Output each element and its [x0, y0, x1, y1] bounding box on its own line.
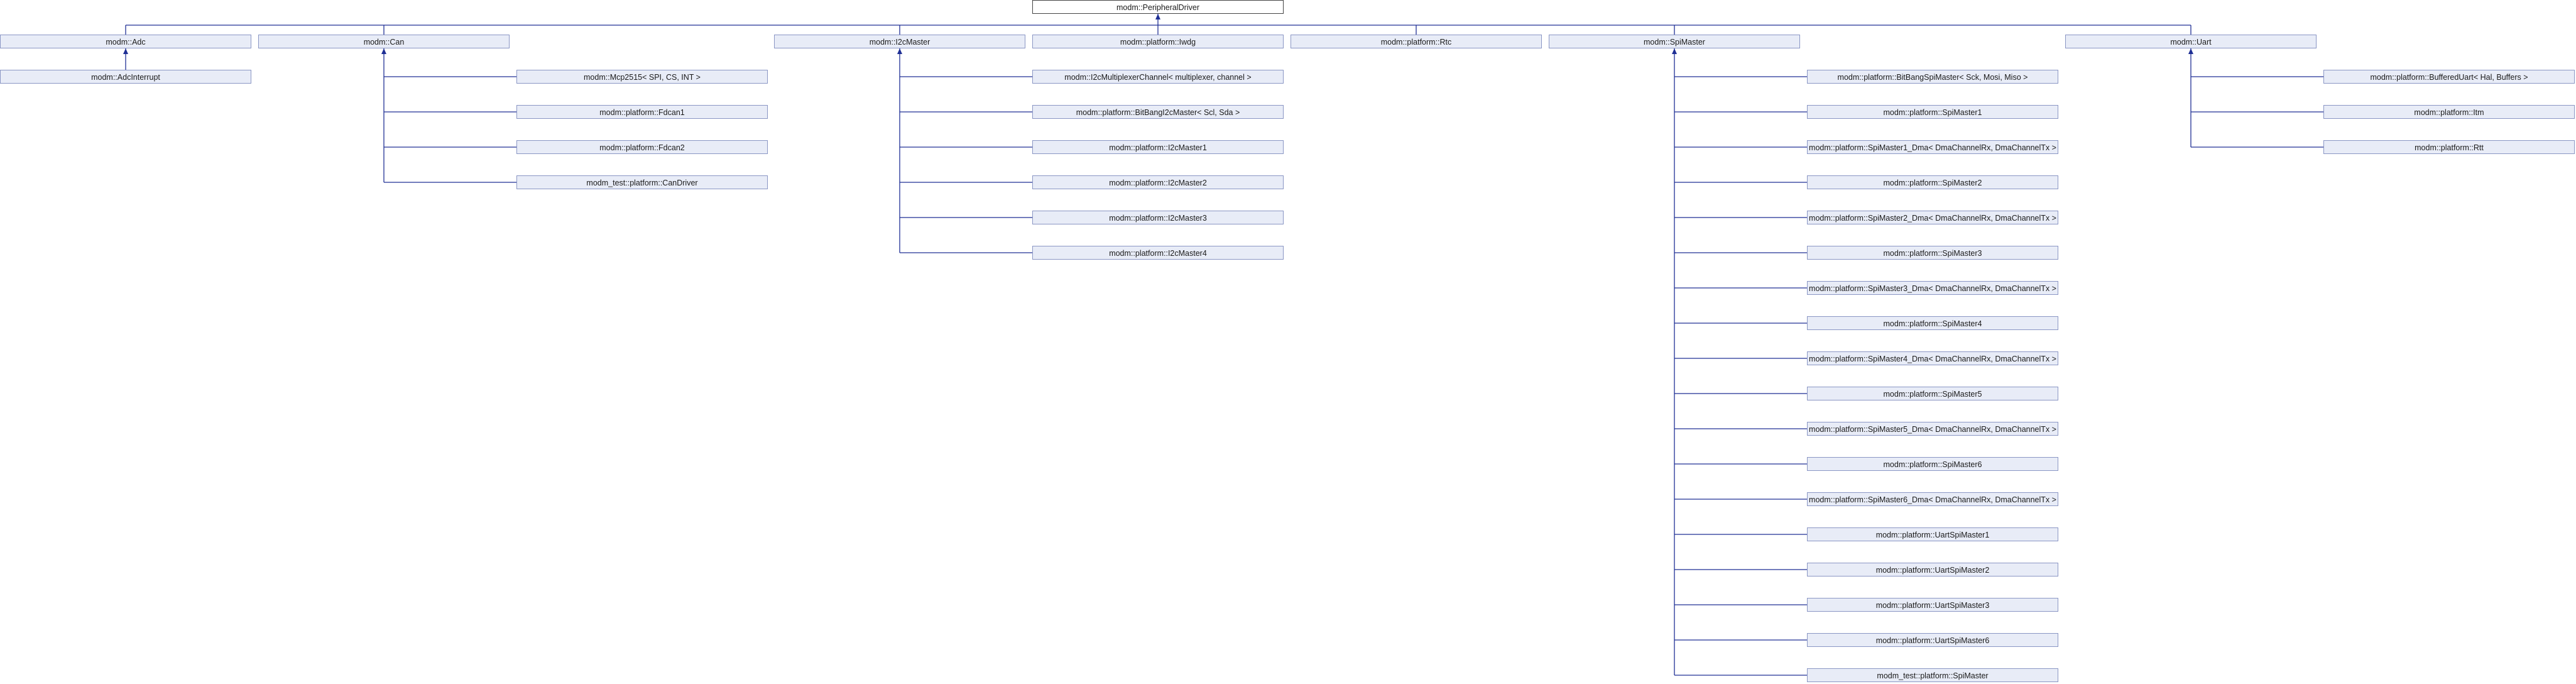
class-node-modm-platform-bitbangi2cmaster-scl-sda[interactable]: modm::platform::BitBangI2cMaster< Scl, Sda > [1032, 105, 1284, 119]
class-node-modm-i2cmultiplexerchannel-multiplexer-channel[interactable]: modm::I2cMultiplexerChannel< multiplexer, channel > [1032, 70, 1284, 84]
class-node-peripheral-driver[interactable]: modm::PeripheralDriver [1032, 0, 1284, 14]
class-node-modm-test-platform-spimaster[interactable]: modm_test::platform::SpiMaster [1807, 668, 2058, 682]
class-node-modm-test-platform-candriver[interactable]: modm_test::platform::CanDriver [516, 175, 768, 189]
class-node-modm-platform-spimaster3-dma-dmachannelrx-dmachanneltx[interactable]: modm::platform::SpiMaster3_Dma< DmaChannelRx, DmaChannelTx > [1807, 281, 2058, 295]
class-node-modm-platform-buffereduart-hal-buffers[interactable]: modm::platform::BufferedUart< Hal, Buffers > [2323, 70, 2575, 84]
class-node-modm-platform-fdcan2[interactable]: modm::platform::Fdcan2 [516, 140, 768, 154]
class-node-modm-can[interactable]: modm::Can [258, 35, 510, 48]
class-node-modm-platform-bitbangspimaster-sck-mosi-miso[interactable]: modm::platform::BitBangSpiMaster< Sck, Mosi, Miso > [1807, 70, 2058, 84]
class-node-modm-adcinterrupt[interactable]: modm::AdcInterrupt [0, 70, 251, 84]
class-node-modm-platform-iwdg[interactable]: modm::platform::Iwdg [1032, 35, 1284, 48]
class-node-modm-adc[interactable]: modm::Adc [0, 35, 251, 48]
class-node-modm-platform-i2cmaster4[interactable]: modm::platform::I2cMaster4 [1032, 246, 1284, 260]
class-node-modm-platform-i2cmaster3[interactable]: modm::platform::I2cMaster3 [1032, 211, 1284, 224]
class-node-modm-platform-spimaster6[interactable]: modm::platform::SpiMaster6 [1807, 457, 2058, 471]
class-node-modm-platform-spimaster4[interactable]: modm::platform::SpiMaster4 [1807, 316, 2058, 330]
class-node-modm-platform-spimaster4-dma-dmachannelrx-dmachanneltx[interactable]: modm::platform::SpiMaster4_Dma< DmaChannelRx, DmaChannelTx > [1807, 351, 2058, 365]
class-node-modm-platform-spimaster1[interactable]: modm::platform::SpiMaster1 [1807, 105, 2058, 119]
class-node-modm-platform-spimaster6-dma-dmachannelrx-dmachanneltx[interactable]: modm::platform::SpiMaster6_Dma< DmaChannelRx, DmaChannelTx > [1807, 492, 2058, 506]
class-node-modm-platform-spimaster5[interactable]: modm::platform::SpiMaster5 [1807, 387, 2058, 400]
class-node-modm-platform-spimaster2[interactable]: modm::platform::SpiMaster2 [1807, 175, 2058, 189]
class-node-modm-platform-rtc[interactable]: modm::platform::Rtc [1291, 35, 1542, 48]
class-node-modm-mcp2515-spi-cs-int[interactable]: modm::Mcp2515< SPI, CS, INT > [516, 70, 768, 84]
class-node-modm-platform-rtt[interactable]: modm::platform::Rtt [2323, 140, 2575, 154]
class-node-modm-uart[interactable]: modm::Uart [2065, 35, 2317, 48]
class-node-modm-platform-uartspimaster3[interactable]: modm::platform::UartSpiMaster3 [1807, 598, 2058, 612]
class-node-modm-platform-spimaster5-dma-dmachannelrx-dmachanneltx[interactable]: modm::platform::SpiMaster5_Dma< DmaChannelRx, DmaChannelTx > [1807, 422, 2058, 436]
class-node-modm-platform-spimaster3[interactable]: modm::platform::SpiMaster3 [1807, 246, 2058, 260]
class-node-modm-platform-i2cmaster1[interactable]: modm::platform::I2cMaster1 [1032, 140, 1284, 154]
class-node-modm-platform-i2cmaster2[interactable]: modm::platform::I2cMaster2 [1032, 175, 1284, 189]
class-node-modm-i2cmaster[interactable]: modm::I2cMaster [774, 35, 1025, 48]
class-node-modm-platform-uartspimaster6[interactable]: modm::platform::UartSpiMaster6 [1807, 633, 2058, 647]
class-node-modm-platform-spimaster2-dma-dmachannelrx-dmachanneltx[interactable]: modm::platform::SpiMaster2_Dma< DmaChannelRx, DmaChannelTx > [1807, 211, 2058, 224]
class-node-modm-platform-spimaster1-dma-dmachannelrx-dmachanneltx[interactable]: modm::platform::SpiMaster1_Dma< DmaChannelRx, DmaChannelTx > [1807, 140, 2058, 154]
class-node-modm-platform-uartspimaster2[interactable]: modm::platform::UartSpiMaster2 [1807, 563, 2058, 576]
inheritance-arrowhead [1155, 14, 1160, 19]
class-node-modm-platform-itm[interactable]: modm::platform::Itm [2323, 105, 2575, 119]
class-node-modm-platform-fdcan1[interactable]: modm::platform::Fdcan1 [516, 105, 768, 119]
class-node-modm-spimaster[interactable]: modm::SpiMaster [1549, 35, 1800, 48]
class-node-modm-platform-uartspimaster1[interactable]: modm::platform::UartSpiMaster1 [1807, 527, 2058, 541]
